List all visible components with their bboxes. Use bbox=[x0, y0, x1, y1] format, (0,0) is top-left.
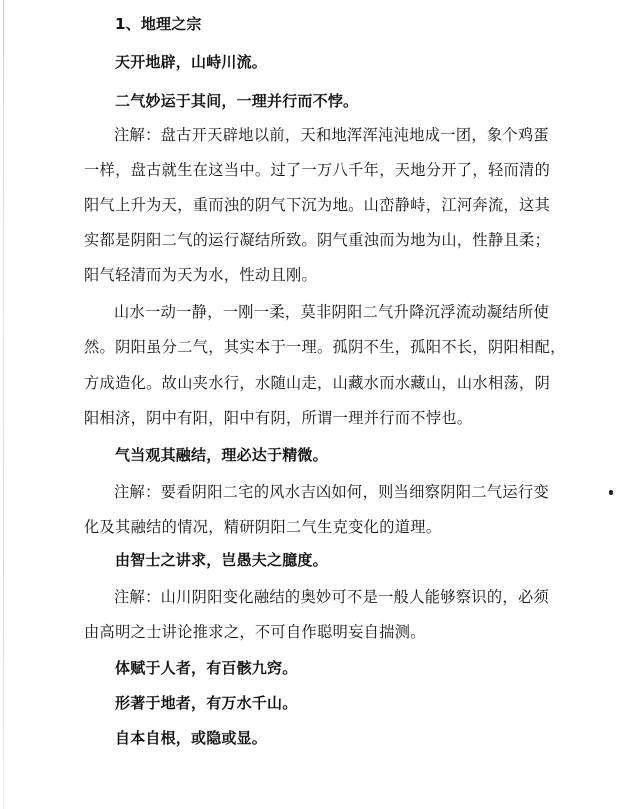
annotation-line: 阳气上升为天，重而浊的阴气下沉为地。山峦静峙，江河奔流，这其 bbox=[84, 196, 551, 214]
annotation-line: 由高明之士讲论推求之，不可自作聪明妄自揣测。 bbox=[84, 623, 426, 641]
annotation-line: 注解：盘古开天辟地以前，天和地浑浑沌沌地成一团，象个鸡蛋 bbox=[114, 126, 550, 144]
verse-line: 自本自根，或隐或显。 bbox=[115, 729, 268, 747]
paragraph-line: 阳相济，阴中有阳，阳中有阴，所谓一理并行而不悖也。 bbox=[84, 409, 473, 427]
paragraph-line: 然。阴阳虽分二气，其实本于一理。孤阴不生，孤阳不长，阴阳相配， bbox=[84, 338, 566, 356]
scan-edge-shadow bbox=[3, 0, 4, 809]
section-heading: 1、地理之宗 bbox=[115, 15, 202, 33]
annotation-line: 注解：要看阴阳二宅的风水吉凶如何，则当细察阴阳二气运行变 bbox=[114, 483, 550, 501]
verse-line: 气当观其融结，理必达于精微。 bbox=[115, 446, 328, 464]
paragraph-line: 方成造化。故山夹水行，水随山走，山藏水而水藏山，山水相荡，阴 bbox=[84, 374, 551, 392]
verse-line: 天开地辟，山峙川流。 bbox=[115, 53, 268, 71]
scan-speck bbox=[609, 490, 613, 495]
annotation-line: 阳气轻清而为天为水，性动且刚。 bbox=[84, 266, 318, 284]
verse-line: 由智士之讲求，岂愚夫之臆度。 bbox=[115, 551, 328, 569]
annotation-line: 注解：山川阴阳变化融结的奥妙可不是一般人能够察识的，必须 bbox=[114, 588, 550, 606]
annotation-line: 实都是阴阳二气的运行凝结所致。阴气重浊而为地为山，性静且柔； bbox=[84, 231, 551, 249]
verse-line: 二气妙运于其间，一理并行而不悖。 bbox=[115, 92, 359, 110]
paragraph-line: 山水一动一静，一刚一柔，莫非阴阳二气升降沉浮流动凝结所使 bbox=[114, 303, 550, 321]
annotation-line: 一样，盘古就生在这当中。过了一万八千年，天地分开了，轻而清的 bbox=[84, 161, 551, 179]
annotation-line: 化及其融结的情况，精研阴阳二气生克变化的道理。 bbox=[84, 518, 442, 536]
verse-line: 体赋于人者，有百骸九窍。 bbox=[115, 659, 298, 677]
verse-line: 形著于地者，有万水千山。 bbox=[115, 694, 298, 712]
